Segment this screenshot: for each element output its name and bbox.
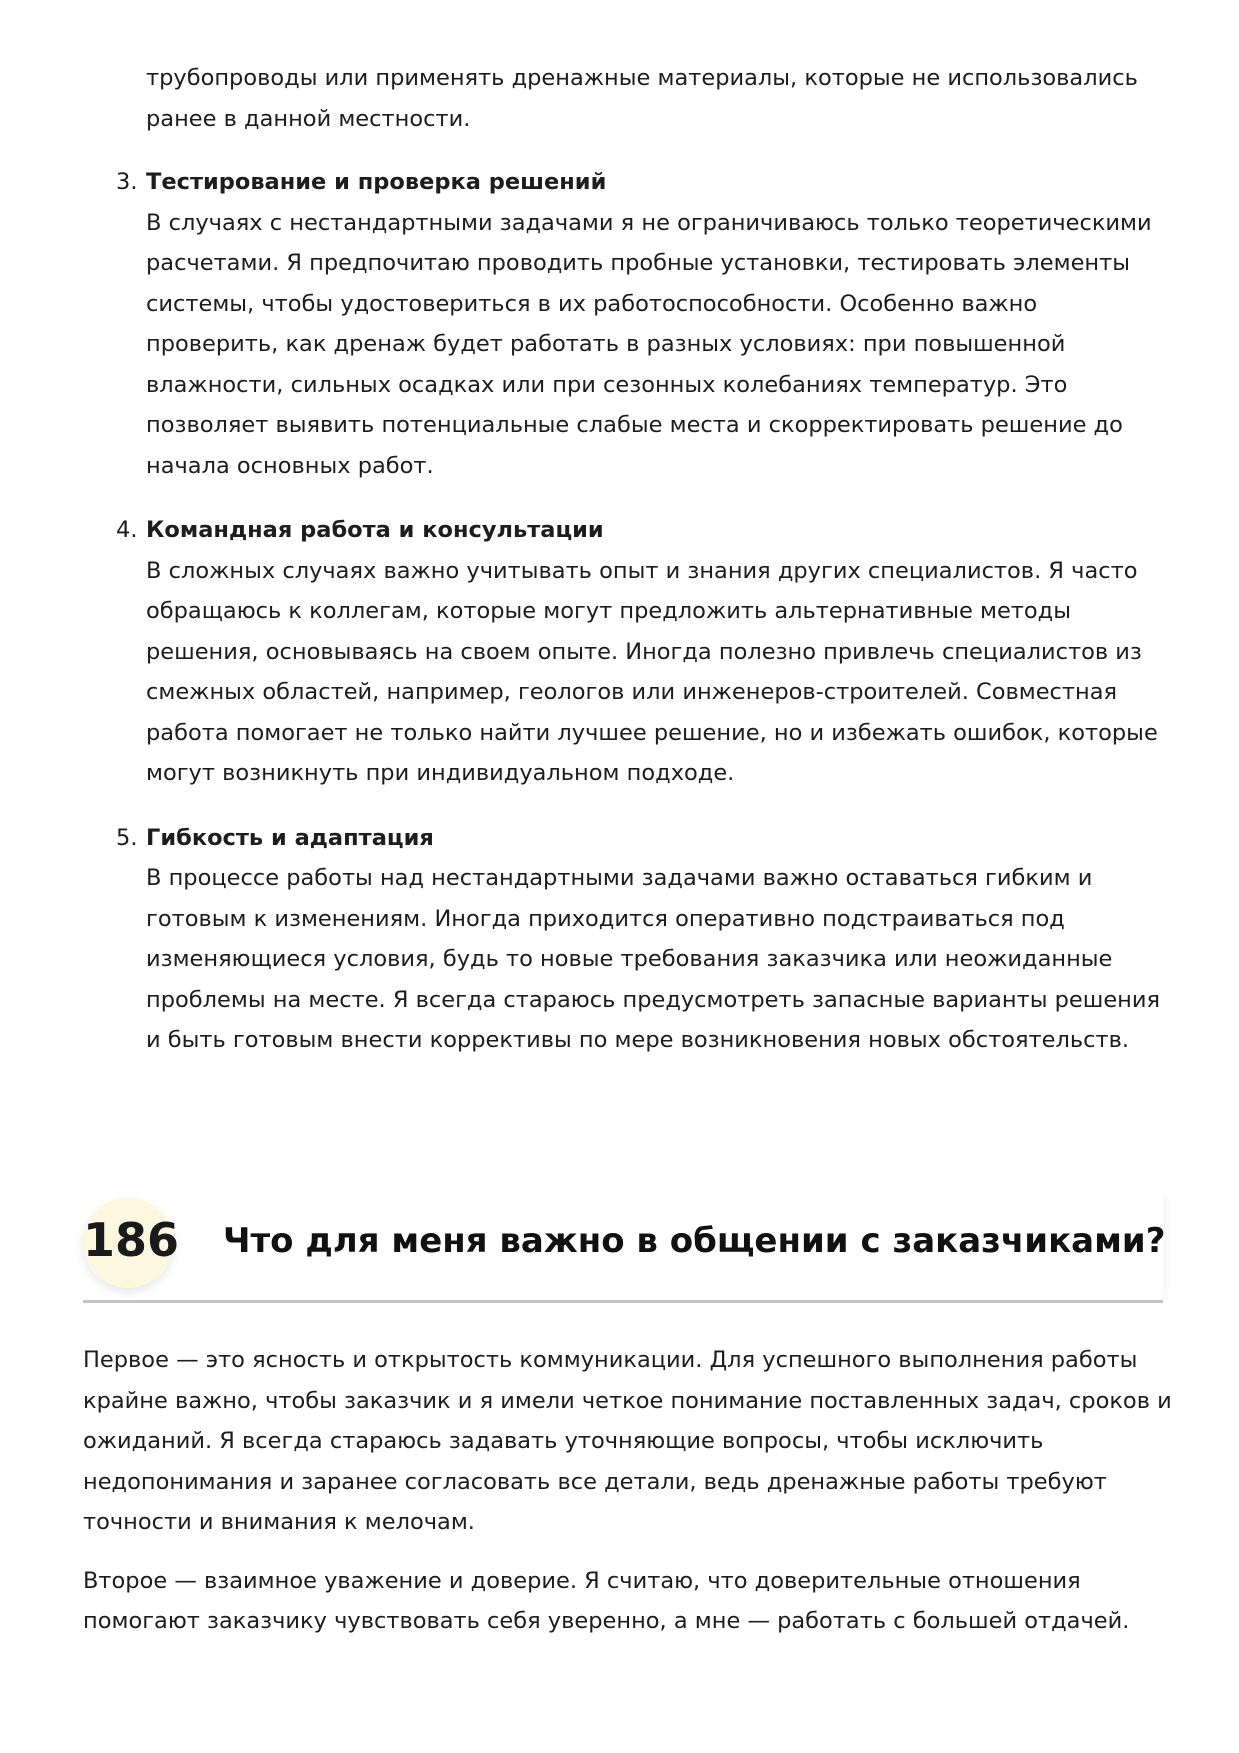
list-item-body: В сложных случаях важно учитывать опыт и знания других специалистов. Я часто обращаюсь к коллегам, которые могут предложить альтернативные методы решения, основываясь на своем опыте. Иногда полезно привлечь специалистов из смежных областей, например, геологов или инженеров-строителей. Совместная работа помогает не только найти лучшее решение, но и избежать ошибок, которые могут возникнуть при индивидуальном подходе. <box>146 557 1158 786</box>
list-item-body: В процессе работы над нестандартными задачами важно оставаться гибким и готовым к изменениям. Иногда приходится оперативно подстраиваться под изменяющиеся условия, будь то новые требования заказчика или неожиданные проблемы на месте. Я всегда стараюсь предусмотреть запасные варианты решения и быть готовым внести коррективы по мере возникновения новых обстоятельств. <box>146 865 1161 1053</box>
section-body <box>83 1340 1173 1660</box>
section-header <box>83 1190 1166 1303</box>
body-paragraph: Первое — это ясность и открытость коммуникации. Для успешного выполнения работы крайне важно, чтобы заказчик и я имели четкое понимание поставленных задач, сроков и ожиданий. Я всегда стараюсь задавать уточняющие вопросы, чтобы исключить недопонимания и заранее согласовать все детали, ведь дренажные работы требуют точности и внимания к мелочам. <box>83 1347 1172 1535</box>
list-item-title: Командная работа и консультации <box>146 517 604 543</box>
list-item-body: В случаях с нестандартными задачами я не ограничиваюсь только теоретическими расчетами. Я предпочитаю проводить пробные установки, тестировать элементы системы, чтобы удостовериться в их работоспособности. Особенно важно проверить, как дренаж будет работать в разных условиях: при повышенной влажности, сильных осадках или при сезонных колебаниях температур. Это позволяет выявить потенциальные слабые места и скорректировать решение до начала основных работ. <box>146 209 1152 479</box>
list-item <box>116 510 1166 794</box>
continuation-paragraph: трубопроводы или применять дренажные материалы, которые не использовались ранее в данной местности. <box>146 65 1138 132</box>
list-item-title: Тестирование и проверка решений <box>146 169 607 195</box>
list-item <box>116 162 1166 486</box>
list-item-number: 3. <box>116 169 138 195</box>
list-item-number: 5. <box>116 824 138 851</box>
body-paragraph: Второе — взаимное уважение и доверие. Я считаю, что доверительные отношения помогают заказчику чувствовать себя уверенно, а мне — работать с большей отдачей. <box>83 1567 1130 1634</box>
list-item-title: Гибкость и адаптация <box>146 824 434 851</box>
section-title: Что для меня важно в общении с заказчиками? <box>223 1221 1166 1261</box>
list-item-number: 4. <box>116 517 138 543</box>
section-number: 186 <box>83 1213 180 1267</box>
list-item <box>116 818 1166 1061</box>
numbered-list <box>116 162 1166 1085</box>
